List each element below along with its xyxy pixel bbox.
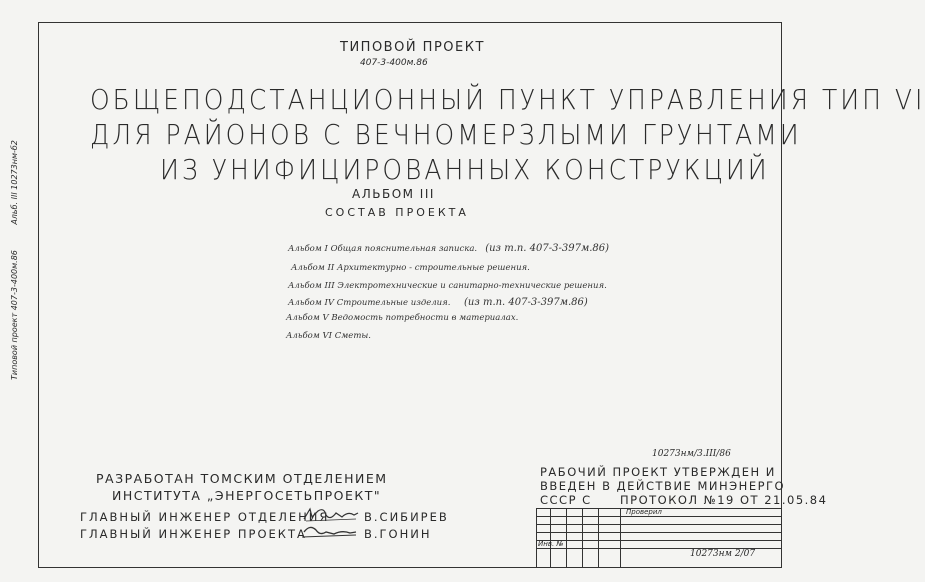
approval-line-2: ВВЕДЕН В ДЕЙСТВИЕ МИНЭНЕРГО — [540, 479, 786, 493]
sidebar-vertical-text — [10, 140, 19, 380]
album-note: (из т.п. 407-3-397м.86) — [463, 297, 588, 308]
album-row — [288, 281, 607, 291]
approval-line-3b: ПРОТОКОЛ №19 ОТ 21.05.84 — [620, 493, 828, 507]
album-text: Общая пояснительная записка. — [330, 244, 478, 254]
album-text: Строительные изделия. — [336, 298, 451, 308]
album-label: Альбом II — [291, 263, 335, 273]
album-row — [286, 313, 518, 323]
footer-code: 10273нм 2/07 — [690, 549, 756, 559]
engineer-role: ГЛАВНЫЙ ИНЖЕНЕР ПРОЕКТА — [80, 527, 307, 541]
album-row — [286, 331, 371, 341]
album-text: Электротехнические и санитарно-технические решения. — [337, 281, 607, 291]
developer-line-2: ИНСТИТУТА „ЭНЕРГОСЕТЬПРОЕКТ" — [112, 488, 382, 503]
title-line-3: ИЗ УНИФИЦИРОВАННЫХ КОНСТРУКЦИЙ — [160, 153, 770, 186]
engineer-name: В.ГОНИН — [364, 527, 432, 541]
sidebar-text-2: Альб. III 10273нм-б2 — [10, 140, 19, 225]
album-label: Альбом VI — [286, 331, 333, 341]
title-line-1: ОБЩЕПОДСТАНЦИОННЫЙ ПУНКТ УПРАВЛЕНИЯ ТИП VI — [90, 83, 925, 116]
project-number: 407-3-400м.86 — [360, 58, 428, 68]
album-label: Альбом IV — [288, 298, 335, 308]
album-text: Ведомость потребности в материалах. — [331, 313, 519, 323]
developer-line-1: РАЗРАБОТАН ТОМСКИМ ОТДЕЛЕНИЕМ — [96, 471, 388, 486]
album-label: Альбом III — [288, 281, 335, 291]
signature-gonin — [300, 522, 358, 542]
album-text: Архитектурно - строительные решения. — [336, 263, 530, 273]
stamp-inv-label: Инв. № — [538, 540, 564, 548]
sidebar-text-1: Типовой проект 407-3-400м.86 — [10, 250, 19, 380]
album-row — [288, 243, 609, 254]
approval-line-3a: СССР С — [540, 493, 592, 507]
handwritten-code: 10273нм/3.III/86 — [652, 449, 731, 459]
approval-line-1: РАБОЧИЙ ПРОЕКТ УТВЕРЖДЕН И — [540, 465, 776, 479]
album-title: АЛЬБОМ III — [352, 187, 435, 201]
engineer-role: ГЛАВНЫЙ ИНЖЕНЕР ОТДЕЛЕНИЯ — [80, 510, 330, 524]
album-row — [291, 263, 530, 273]
album-text: Сметы. — [334, 331, 372, 341]
title-line-2: ДЛЯ РАЙОНОВ С ВЕЧНОМЕРЗЛЫМИ ГРУНТАМИ — [90, 118, 802, 151]
album-label: Альбом V — [286, 313, 329, 323]
project-type: ТИПОВОЙ ПРОЕКТ — [340, 40, 485, 55]
composition-heading: СОСТАВ ПРОЕКТА — [325, 206, 469, 219]
stamp-grid — [536, 508, 782, 568]
stamp-checked-label: Проверил — [626, 508, 662, 516]
album-row — [288, 297, 588, 308]
engineer-name: В.СИБИРЕВ — [364, 510, 449, 524]
album-label: Альбом I — [288, 244, 328, 254]
album-note: (из т.п. 407-3-397м.86) — [485, 243, 610, 254]
